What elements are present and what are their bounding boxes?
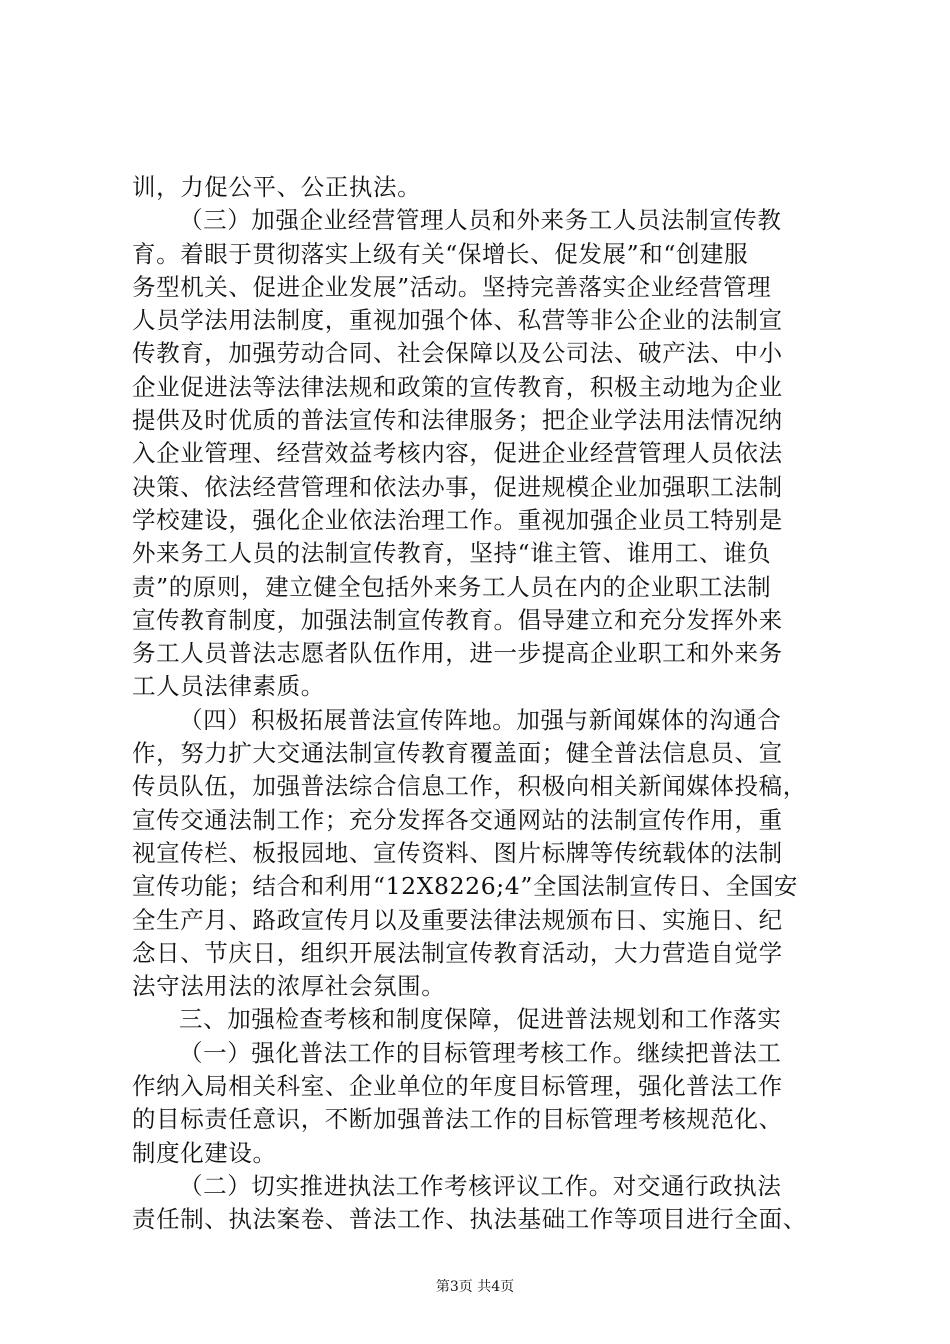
body-line: 提供及时优质的普法宣传和法律服务；把企业学法用法情况纳 — [132, 406, 783, 435]
body-line: 全生产月、路政宣传月以及重要法律法规颁布日、实施日、纪 — [132, 905, 783, 934]
body-line: 责”的原则，建立健全包括外来务工人员在内的企业职工法制 — [132, 572, 772, 601]
body-line: 外来务工人员的法制宣传教育，坚持“谁主管、谁用工、谁负 — [132, 539, 772, 568]
body-line: 法守法用法的浓厚社会氛围。 — [132, 972, 446, 1001]
body-line: 念日、节庆日，组织开展法制宣传教育活动，大力营造自觉学 — [132, 938, 783, 967]
body-line: 视宣传栏、板报园地、宣传资料、图片标牌等传统载体的法制 — [132, 838, 783, 867]
body-line: 宣传功能；结合和利用“12X8226;4”全国法制宣传日、全国安 — [132, 872, 799, 901]
paragraph-start-line: （四）积极拓展普法宣传阵地。加强与新闻媒体的沟通合 — [179, 705, 782, 734]
page-number-label: 第3页 共4页 — [435, 1279, 515, 1295]
body-line: 学校建设，强化企业依法治理工作。重视加强企业员工特别是 — [132, 505, 783, 534]
paragraph-start-line: （二）切实推进执法工作考核评议工作。对交通行政执法 — [179, 1171, 782, 1200]
paragraph-start-line: （三）加强企业经营管理人员和外来务工人员法制宣传教 — [179, 206, 782, 235]
body-line: 责任制、执法案卷、普法工作、执法基础工作等项目进行全面、 — [132, 1205, 807, 1234]
body-line: 传员队伍，加强普法综合信息工作，积极向相关新闻媒体投稿， — [132, 772, 807, 801]
body-line: 宣传教育制度，加强法制宣传教育。倡导建立和充分发挥外来 — [132, 605, 783, 634]
body-line: 宣传交通法制工作；充分发挥各交通网站的法制宣传作用，重 — [132, 805, 783, 834]
body-line: 的目标责任意识，不断加强普法工作的目标管理考核规范化、 — [132, 1105, 783, 1134]
body-line: 作，努力扩大交通法制宣传教育覆盖面；健全普法信息员、宣 — [132, 739, 783, 768]
body-line: 育。着眼于贯彻落实上级有关“保增长、促发展”和“创建服 — [132, 239, 749, 268]
body-line: 务工人员普法志愿者队伍作用，进一步提高企业职工和外来务 — [132, 639, 783, 668]
section-heading: 三、加强检查考核和制度保障，促进普法规划和工作落实 — [179, 1005, 782, 1034]
body-line: 决策、依法经营管理和依法办事，促进规模企业加强职工法制 — [132, 472, 783, 501]
body-line: 入企业管理、经营效益考核内容，促进企业经营管理人员依法 — [132, 439, 783, 468]
body-line: 制度化建设。 — [132, 1138, 277, 1167]
page-footer — [0, 1277, 950, 1297]
body-line: 传教育，加强劳动合同、社会保障以及公司法、破产法、中小 — [132, 339, 783, 368]
body-line: 训，力促公平、公正执法。 — [132, 173, 422, 201]
document-body — [132, 171, 837, 1237]
paragraph-start-line: （一）强化普法工作的目标管理考核工作。继续把普法工 — [179, 1038, 782, 1067]
body-line: 企业促进法等法律法规和政策的宣传教育，积极主动地为企业 — [132, 372, 783, 401]
body-line: 人员学法用法制度，重视加强个体、私营等非公企业的法制宣 — [132, 306, 783, 335]
body-line: 作纳入局相关科室、企业单位的年度目标管理，强化普法工作 — [132, 1072, 783, 1101]
body-line: 工人员法律素质。 — [132, 672, 325, 701]
body-line: 务型机关、促进企业发展”活动。坚持完善落实企业经营管理 — [132, 272, 772, 301]
